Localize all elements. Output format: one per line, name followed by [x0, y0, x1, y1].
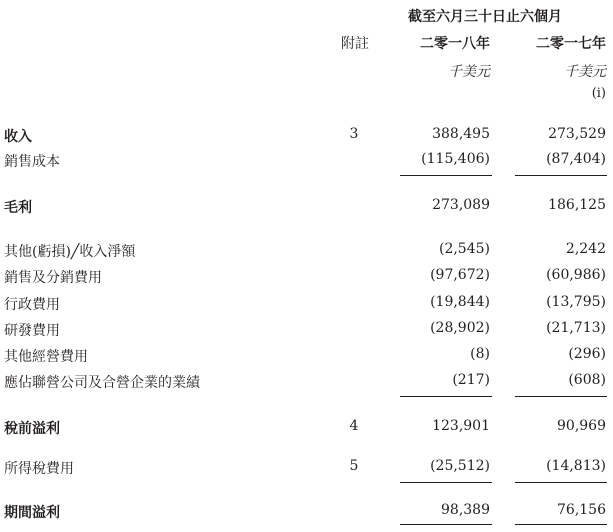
- row-value-2018-other-income: (2,545): [438, 241, 490, 257]
- note-column-header: 附註: [341, 36, 369, 52]
- column-header-2017: 二零一七年: [536, 36, 606, 52]
- row-value-2017-gross-profit: 186,125: [548, 197, 606, 213]
- row-value-2018-income-tax: (25,512): [430, 458, 490, 474]
- row-value-2017-revenue: 273,529: [548, 126, 606, 142]
- footnote-reference: (i): [591, 86, 606, 101]
- currency-unit-2017: 千美元: [564, 64, 606, 80]
- row-value-2018-cost-of-sales: (115,406): [421, 151, 490, 167]
- row-label-cost-of-sales: 銷售成本: [4, 154, 60, 170]
- row-value-2017-administrative-expenses: (13,795): [546, 294, 606, 310]
- row-note-revenue: 3: [349, 126, 359, 142]
- row-value-2018-rd-expenses: (28,902): [430, 320, 490, 336]
- row-label-administrative-expenses: 行政費用: [4, 297, 60, 313]
- subtotal-rule-2017: [515, 396, 607, 397]
- row-label-share-of-results: 應佔聯營公司及合營企業的業績: [4, 375, 200, 391]
- subtotal-rule-2018: [400, 396, 492, 397]
- row-value-2017-selling-expenses: (60,986): [546, 267, 606, 283]
- row-value-2018-administrative-expenses: (19,844): [430, 294, 490, 310]
- row-value-2018-gross-profit: 273,089: [432, 197, 490, 213]
- row-value-2017-other-income: 2,242: [565, 241, 606, 257]
- subtotal-rule-2017: [515, 175, 607, 176]
- total-rule-2017: [515, 524, 607, 525]
- row-label-other-operating-expenses: 其他經營費用: [4, 349, 88, 365]
- currency-unit-2018: 千美元: [448, 64, 490, 80]
- row-value-2018-profit-before-tax: 123,901: [432, 418, 490, 434]
- row-label-revenue: 收入: [4, 129, 32, 145]
- subtotal-rule-2017: [515, 482, 607, 483]
- row-note-income-tax: 5: [349, 458, 359, 474]
- row-value-2017-cost-of-sales: (87,404): [546, 151, 606, 167]
- row-value-2017-profit-before-tax: 90,969: [557, 418, 606, 434]
- row-value-2018-share-of-results: (217): [452, 372, 490, 388]
- row-value-2018-other-operating-expenses: (8): [470, 346, 490, 362]
- row-label-gross-profit: 毛利: [4, 200, 32, 216]
- row-label-profit-before-tax: 稅前溢利: [4, 421, 60, 437]
- row-label-rd-expenses: 研發費用: [4, 323, 60, 339]
- row-value-2017-income-tax: (14,813): [546, 458, 606, 474]
- row-value-2018-selling-expenses: (97,672): [430, 267, 490, 283]
- row-note-profit-before-tax: 4: [349, 418, 359, 434]
- subtotal-rule-2018: [400, 482, 492, 483]
- subtotal-rule-2018: [400, 175, 492, 176]
- row-label-selling-expenses: 銷售及分銷費用: [4, 270, 102, 286]
- row-value-2018-revenue: 388,495: [432, 126, 490, 142]
- row-value-2017-other-operating-expenses: (296): [568, 346, 606, 362]
- total-rule-2018: [400, 524, 492, 525]
- period-header: 截至六月三十日止六個月: [408, 9, 562, 25]
- row-value-2018-profit-for-period: 98,389: [441, 502, 490, 518]
- column-header-2018: 二零一八年: [420, 36, 490, 52]
- row-label-other-income: 其他(虧損)╱收入淨額: [4, 244, 136, 260]
- row-label-profit-for-period: 期間溢利: [4, 505, 60, 521]
- row-value-2017-rd-expenses: (21,713): [546, 320, 606, 336]
- row-value-2017-profit-for-period: 76,156: [557, 502, 606, 518]
- row-label-income-tax: 所得稅費用: [4, 461, 74, 477]
- row-value-2017-share-of-results: (608): [568, 372, 606, 388]
